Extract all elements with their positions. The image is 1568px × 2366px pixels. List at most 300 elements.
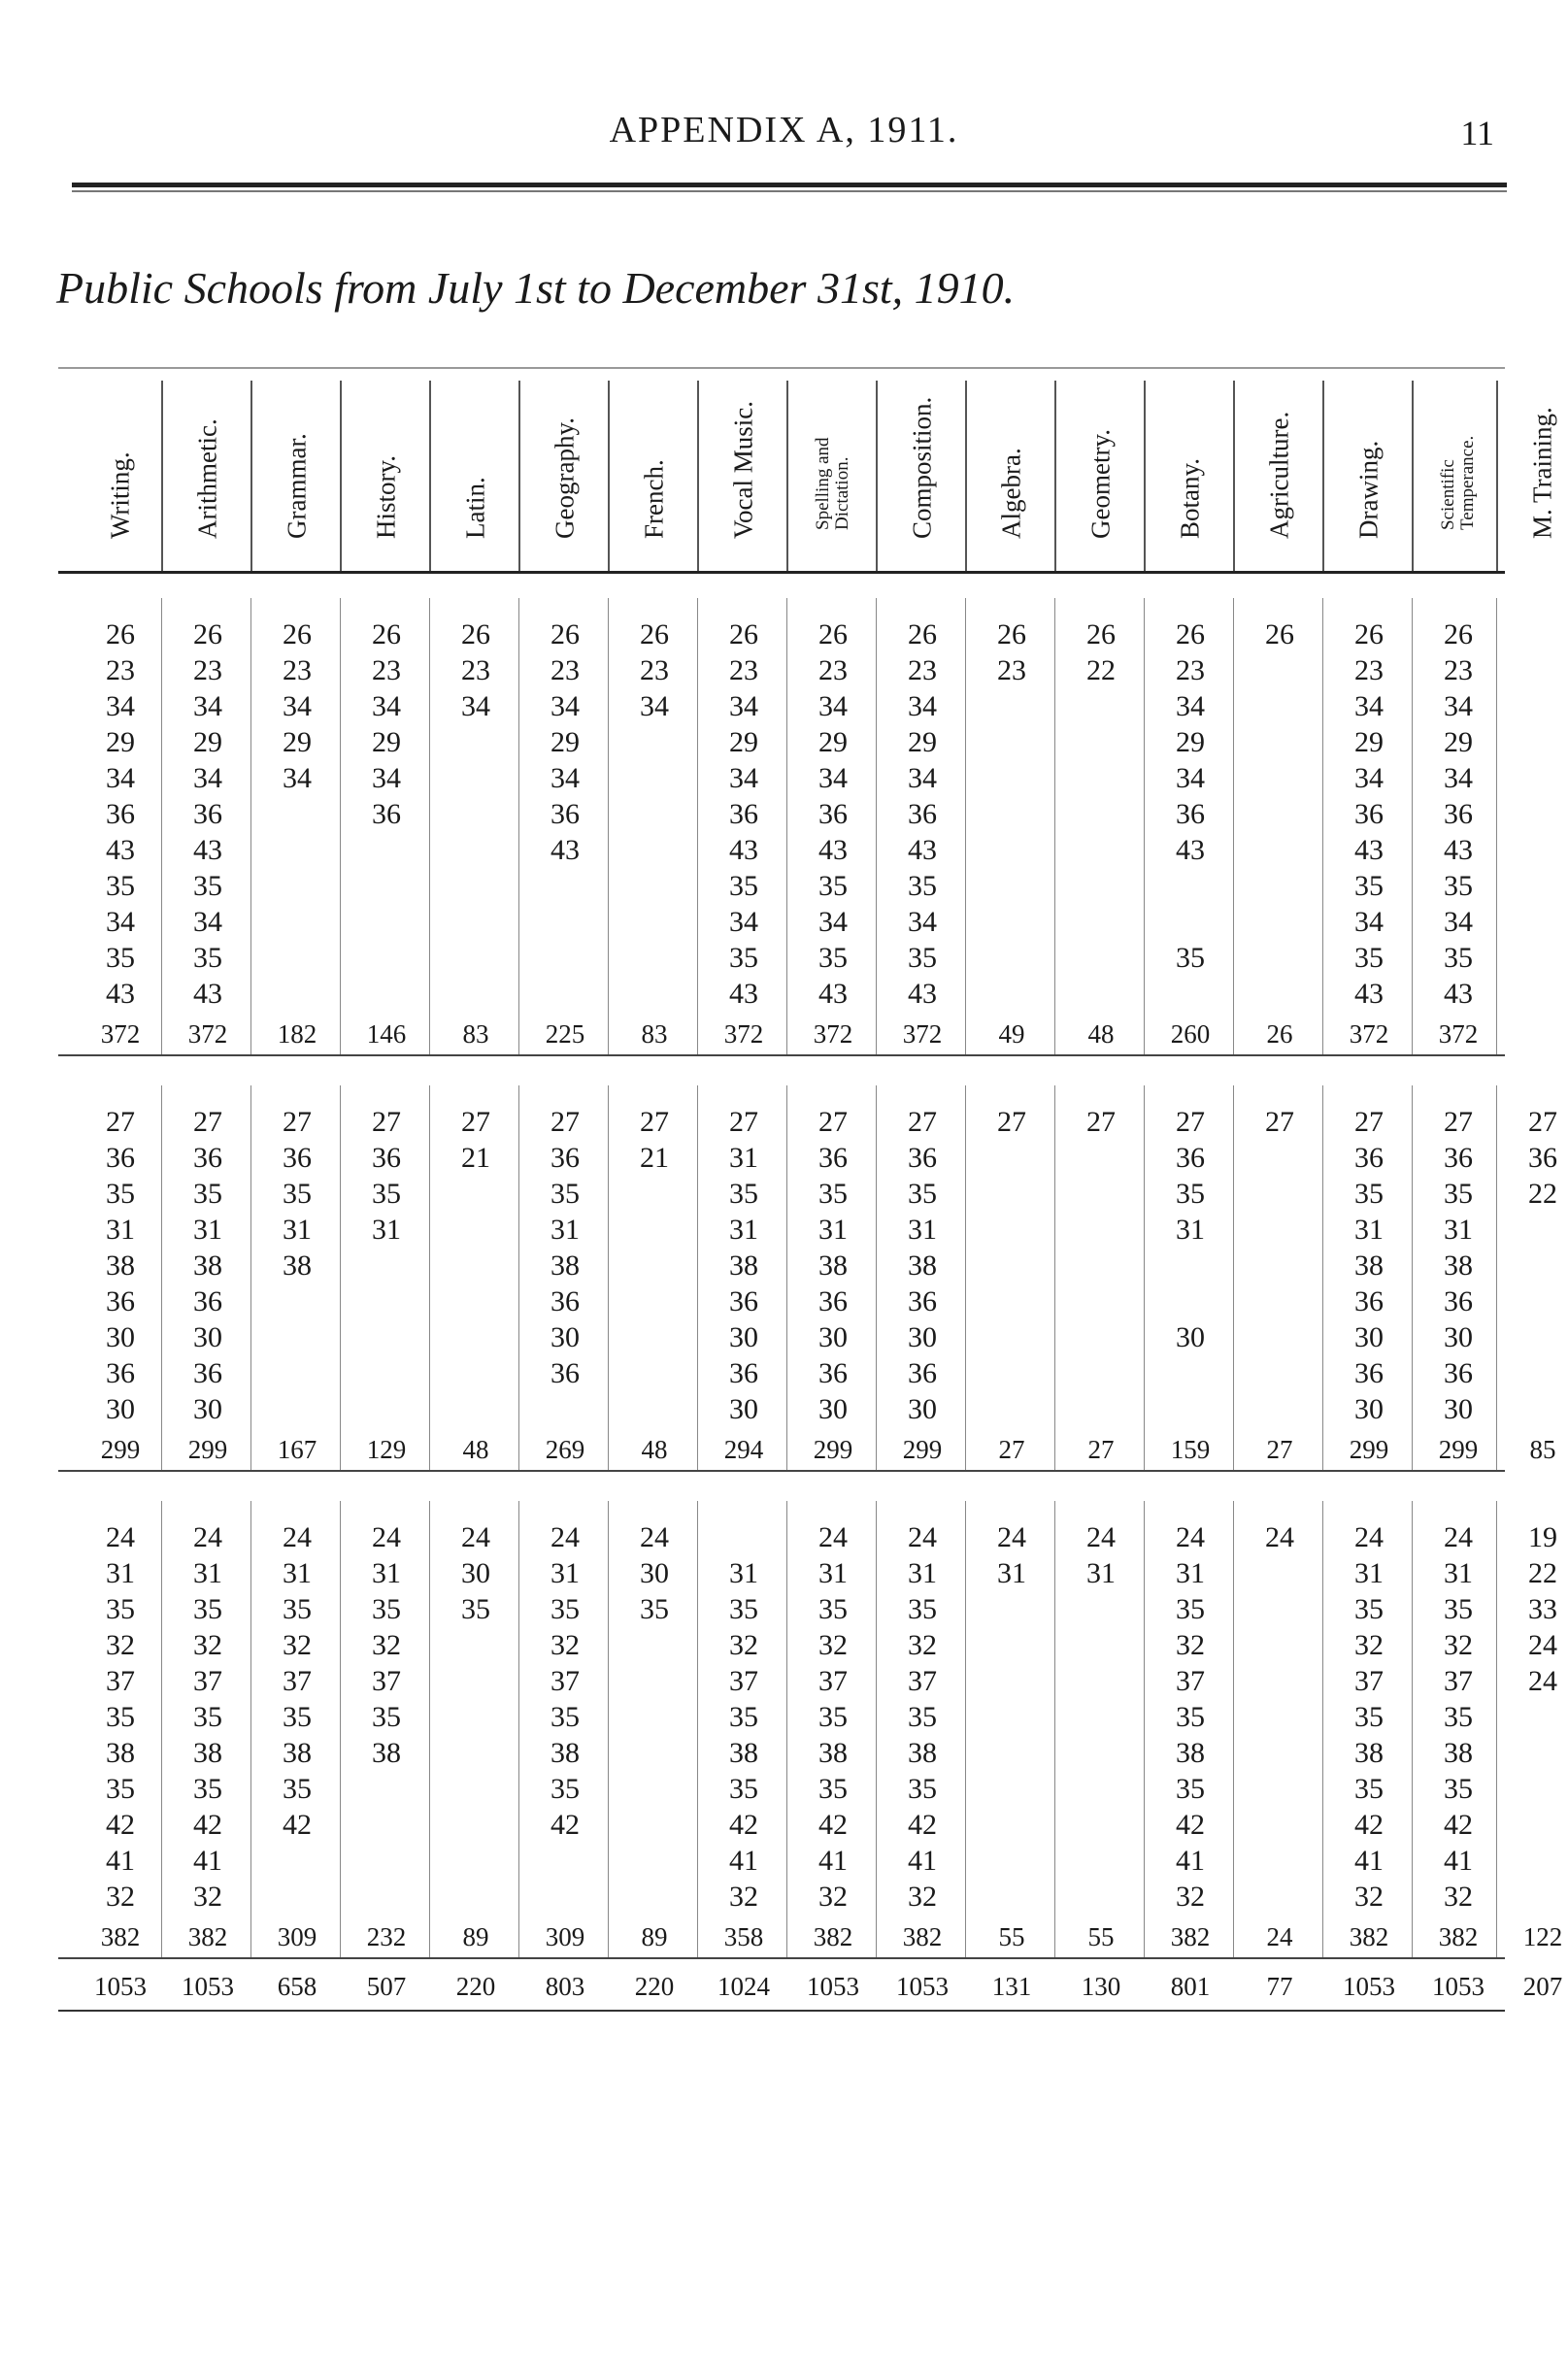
table-cell: 36 xyxy=(1176,1142,1205,1174)
table-cell: 33 xyxy=(1528,1593,1557,1625)
table-cell: 36 xyxy=(818,1357,848,1389)
group-total-cell: 372 xyxy=(100,1019,141,1049)
table-cell: 34 xyxy=(550,690,580,722)
table-cell: 38 xyxy=(372,1737,401,1769)
table-cell: 32 xyxy=(372,1629,401,1661)
table-cell: 34 xyxy=(1176,690,1205,722)
table-cell: 37 xyxy=(1176,1665,1205,1697)
table-cell: 31 xyxy=(1176,1557,1205,1589)
table-cell: 34 xyxy=(818,690,848,722)
table-cell: 35 xyxy=(283,1701,312,1733)
table-cell: 31 xyxy=(283,1557,312,1589)
table-cell: 38 xyxy=(818,1250,848,1282)
table-cell: 38 xyxy=(1354,1737,1384,1769)
table-cell: 30 xyxy=(461,1557,490,1589)
table-cell: 30 xyxy=(193,1321,222,1353)
table-cell: 32 xyxy=(908,1629,937,1661)
table-cell: 35 xyxy=(193,1773,222,1805)
table-cell: 29 xyxy=(1444,726,1473,758)
table-cell: 35 xyxy=(1176,1178,1205,1210)
table-cell: 31 xyxy=(818,1214,848,1246)
table-cell: 26 xyxy=(193,618,222,650)
table-cell: 29 xyxy=(106,726,135,758)
table-cell: 43 xyxy=(106,978,135,1010)
group-total-cell: 225 xyxy=(545,1019,585,1049)
table-cell: 24 xyxy=(1086,1521,1116,1553)
column-separator xyxy=(161,1085,162,1470)
table-cell: 35 xyxy=(1444,1593,1473,1625)
column-separator xyxy=(429,1501,430,1957)
table-cell: 23 xyxy=(640,654,669,686)
table-cell: 35 xyxy=(461,1593,490,1625)
table-cell: 22 xyxy=(1086,654,1116,686)
group-total-cell: 122 xyxy=(1522,1922,1563,1951)
table-cell: 35 xyxy=(550,1178,580,1210)
table-cell: 35 xyxy=(193,870,222,902)
table-cell: 32 xyxy=(550,1629,580,1661)
table-cell: 36 xyxy=(1354,1357,1384,1389)
grand-total-cell: 801 xyxy=(1170,1972,1211,2001)
column-separator xyxy=(786,381,788,571)
column-header xyxy=(1077,381,1125,569)
table-cell: 31 xyxy=(372,1214,401,1246)
column-header xyxy=(362,381,411,569)
group-rule xyxy=(58,1470,1505,1472)
column-separator xyxy=(1144,1501,1145,1957)
group-total-cell: 83 xyxy=(641,1019,668,1049)
column-separator xyxy=(1144,1085,1145,1470)
table-cell: 30 xyxy=(818,1393,848,1425)
table-cell: 36 xyxy=(106,1357,135,1389)
column-separator xyxy=(965,1501,966,1957)
table-cell: 27 xyxy=(550,1106,580,1138)
table-cell: 24 xyxy=(997,1521,1026,1553)
table-cell: 41 xyxy=(1176,1845,1205,1877)
table-cell: 32 xyxy=(818,1881,848,1913)
table-cell: 31 xyxy=(1444,1214,1473,1246)
group-total-cell: 309 xyxy=(545,1922,585,1951)
column-header-label: History. xyxy=(371,455,401,539)
column-separator xyxy=(876,1085,877,1470)
table-cell: 35 xyxy=(550,1701,580,1733)
column-separator xyxy=(1412,598,1413,1054)
table-cell: 41 xyxy=(1444,1845,1473,1877)
table-cell: 31 xyxy=(1354,1557,1384,1589)
table-cell: 43 xyxy=(908,834,937,866)
table-cell: 23 xyxy=(1354,654,1384,686)
column-separator xyxy=(1054,598,1055,1054)
column-separator xyxy=(518,1501,519,1957)
table-cell: 35 xyxy=(729,1593,758,1625)
table-cell: 29 xyxy=(729,726,758,758)
table-cell: 32 xyxy=(1354,1629,1384,1661)
table-cell: 29 xyxy=(1176,726,1205,758)
column-header-label: Algebra. xyxy=(996,448,1026,539)
table-cell: 34 xyxy=(283,762,312,794)
group-total-cell: 309 xyxy=(277,1922,317,1951)
table-cell: 30 xyxy=(1354,1321,1384,1353)
table-cell: 36 xyxy=(193,1285,222,1317)
table-cell: 35 xyxy=(372,1593,401,1625)
grand-total-cell: 1053 xyxy=(1343,1972,1395,2001)
table-cell: 22 xyxy=(1528,1557,1557,1589)
table-cell: 32 xyxy=(1444,1881,1473,1913)
table-cell: 41 xyxy=(729,1845,758,1877)
table-cell: 31 xyxy=(550,1214,580,1246)
table-cell: 36 xyxy=(283,1142,312,1174)
table-cell: 35 xyxy=(729,870,758,902)
table-cell: 35 xyxy=(1354,1593,1384,1625)
column-header xyxy=(987,381,1036,569)
table-cell: 30 xyxy=(1444,1321,1473,1353)
column-separator xyxy=(1233,1085,1234,1470)
table-cell: 31 xyxy=(908,1214,937,1246)
page-number: 11 xyxy=(1460,114,1494,152)
group-total-cell: 299 xyxy=(187,1435,228,1464)
column-header xyxy=(451,381,500,569)
table-cell: 23 xyxy=(1444,654,1473,686)
group-total-cell: 382 xyxy=(902,1922,943,1951)
table-cell: 38 xyxy=(729,1737,758,1769)
table-cell: 37 xyxy=(908,1665,937,1697)
table-cell: 26 xyxy=(1176,618,1205,650)
table-cell: 35 xyxy=(193,942,222,974)
group-total-cell: 372 xyxy=(187,1019,228,1049)
table-cell: 31 xyxy=(729,1214,758,1246)
table-cell: 43 xyxy=(1176,834,1205,866)
table-cell: 35 xyxy=(1444,1178,1473,1210)
header-rule xyxy=(72,183,1507,187)
table-cell: 34 xyxy=(729,762,758,794)
table-cell: 24 xyxy=(372,1521,401,1553)
table-cell: 36 xyxy=(1528,1142,1557,1174)
group-total-cell: 129 xyxy=(366,1435,407,1464)
table-cell: 27 xyxy=(461,1106,490,1138)
table-cell: 23 xyxy=(106,654,135,686)
table-cell: 34 xyxy=(106,762,135,794)
table-cell: 36 xyxy=(729,798,758,830)
table-cell: 21 xyxy=(640,1142,669,1174)
group-total-cell: 260 xyxy=(1170,1019,1211,1049)
column-header-label: Botany. xyxy=(1175,458,1205,539)
table-cell: 34 xyxy=(1176,762,1205,794)
table-cell: 34 xyxy=(106,690,135,722)
column-header-label: Scientific Temperance. xyxy=(1438,435,1478,530)
table-cell: 26 xyxy=(461,618,490,650)
table-cell: 38 xyxy=(1176,1737,1205,1769)
table-cell: 43 xyxy=(1354,834,1384,866)
running-head: APPENDIX A, 1911. xyxy=(609,110,959,150)
table-cell: 43 xyxy=(818,978,848,1010)
table-cell: 35 xyxy=(550,1593,580,1625)
table-cell: 35 xyxy=(1444,1701,1473,1733)
table-cell: 27 xyxy=(1176,1106,1205,1138)
grand-total-cell: 658 xyxy=(277,1972,317,2001)
table-cell: 29 xyxy=(193,726,222,758)
table-cell: 29 xyxy=(818,726,848,758)
grand-total-cell: 1053 xyxy=(182,1972,234,2001)
table-cell: 31 xyxy=(908,1557,937,1589)
column-header-label: Spelling and Dictation. xyxy=(813,437,852,530)
table-cell: 23 xyxy=(908,654,937,686)
grand-total-cell: 1053 xyxy=(807,1972,859,2001)
table-cell: 30 xyxy=(908,1321,937,1353)
table-cell: 30 xyxy=(550,1321,580,1353)
table-cell: 37 xyxy=(283,1665,312,1697)
table-cell: 35 xyxy=(818,942,848,974)
table-cell: 34 xyxy=(461,690,490,722)
table-cell: 26 xyxy=(1265,618,1294,650)
table-cell: 35 xyxy=(550,1773,580,1805)
table-cell: 36 xyxy=(550,1142,580,1174)
table-cell: 36 xyxy=(818,1285,848,1317)
header-bottom-rule xyxy=(58,571,1505,574)
table-cell: 43 xyxy=(908,978,937,1010)
table-cell: 38 xyxy=(908,1250,937,1282)
table-cell: 21 xyxy=(461,1142,490,1174)
column-header xyxy=(1434,381,1483,569)
table-cell: 32 xyxy=(818,1629,848,1661)
column-separator xyxy=(518,381,520,571)
table-cell: 38 xyxy=(283,1250,312,1282)
grand-total-cell: 1053 xyxy=(1432,1972,1485,2001)
table-cell: 36 xyxy=(818,1142,848,1174)
table-cell: 27 xyxy=(1086,1106,1116,1138)
table-cell: 34 xyxy=(818,906,848,938)
table-cell: 36 xyxy=(1354,1142,1384,1174)
table-cell: 27 xyxy=(997,1106,1026,1138)
table-cell: 32 xyxy=(193,1881,222,1913)
table-cell: 30 xyxy=(1354,1393,1384,1425)
table-cell: 35 xyxy=(372,1178,401,1210)
table-cell: 36 xyxy=(1444,1285,1473,1317)
group-total-cell: 372 xyxy=(813,1019,853,1049)
grand-total-rule xyxy=(58,2010,1505,2012)
column-separator xyxy=(429,381,431,571)
table-cell: 27 xyxy=(372,1106,401,1138)
table-cell: 32 xyxy=(729,1881,758,1913)
grand-total-cell: 131 xyxy=(991,1972,1032,2001)
table-cell: 31 xyxy=(997,1557,1026,1589)
grand-total-cell: 1024 xyxy=(717,1972,770,2001)
grand-total-cell: 130 xyxy=(1081,1972,1121,2001)
column-separator xyxy=(250,381,252,571)
table-cell: 31 xyxy=(818,1557,848,1589)
table-cell: 35 xyxy=(908,1178,937,1210)
group-total-cell: 27 xyxy=(998,1435,1025,1464)
table-cell: 35 xyxy=(1176,1593,1205,1625)
group-total-cell: 83 xyxy=(462,1019,489,1049)
table-cell: 34 xyxy=(640,690,669,722)
group-total-cell: 24 xyxy=(1266,1922,1293,1951)
column-header-label: Geography. xyxy=(550,417,580,539)
column-separator xyxy=(876,381,878,571)
column-header-label: M. Training. xyxy=(1527,407,1557,539)
table-cell: 37 xyxy=(372,1665,401,1697)
table-cell: 24 xyxy=(1354,1521,1384,1553)
table-cell: 35 xyxy=(372,1701,401,1733)
group-total-cell: 182 xyxy=(277,1019,317,1049)
table-cell: 32 xyxy=(106,1881,135,1913)
table-cell: 34 xyxy=(372,762,401,794)
column-separator xyxy=(1496,1501,1497,1957)
table-cell: 35 xyxy=(1176,1773,1205,1805)
column-separator xyxy=(608,598,609,1054)
table-cell: 43 xyxy=(550,834,580,866)
table-cell: 24 xyxy=(640,1521,669,1553)
table-cell: 27 xyxy=(193,1106,222,1138)
column-header-label: Agriculture. xyxy=(1264,411,1294,539)
table-cell: 26 xyxy=(1354,618,1384,650)
table-cell: 26 xyxy=(640,618,669,650)
table-cell: 35 xyxy=(1444,942,1473,974)
column-separator xyxy=(1144,598,1145,1054)
grand-total-cell: 77 xyxy=(1266,1972,1293,2001)
table-cell: 32 xyxy=(283,1629,312,1661)
table-cell: 43 xyxy=(1444,834,1473,866)
table-cell: 27 xyxy=(106,1106,135,1138)
group-total-cell: 48 xyxy=(641,1435,668,1464)
column-separator xyxy=(340,598,341,1054)
table-cell: 34 xyxy=(908,906,937,938)
group-total-cell: 372 xyxy=(1349,1019,1389,1049)
column-separator xyxy=(697,598,698,1054)
column-separator xyxy=(1496,381,1498,571)
table-cell: 31 xyxy=(372,1557,401,1589)
column-header xyxy=(898,381,947,569)
table-cell: 32 xyxy=(908,1881,937,1913)
table-cell: 26 xyxy=(908,618,937,650)
table-cell: 43 xyxy=(729,834,758,866)
group-total-cell: 299 xyxy=(1349,1435,1389,1464)
column-separator xyxy=(250,598,251,1054)
table-cell: 23 xyxy=(997,654,1026,686)
table-cell: 27 xyxy=(640,1106,669,1138)
table-cell: 31 xyxy=(1176,1214,1205,1246)
table-cell: 35 xyxy=(1354,1701,1384,1733)
table-cell: 31 xyxy=(106,1557,135,1589)
group-total-cell: 159 xyxy=(1170,1435,1211,1464)
table-cell: 34 xyxy=(1444,762,1473,794)
column-separator xyxy=(1412,381,1414,571)
group-total-cell: 85 xyxy=(1529,1435,1556,1464)
table-cell: 43 xyxy=(193,834,222,866)
column-separator xyxy=(161,598,162,1054)
group-total-cell: 382 xyxy=(1349,1922,1389,1951)
table-cell: 41 xyxy=(908,1845,937,1877)
table-cell: 38 xyxy=(283,1737,312,1769)
column-separator xyxy=(1322,381,1324,571)
table-cell: 31 xyxy=(193,1214,222,1246)
table-cell: 29 xyxy=(550,726,580,758)
table-cell: 23 xyxy=(1176,654,1205,686)
table-cell: 37 xyxy=(550,1665,580,1697)
table-cell: 36 xyxy=(106,1285,135,1317)
table-cell: 23 xyxy=(193,654,222,686)
table-cell: 26 xyxy=(997,618,1026,650)
table-cell: 27 xyxy=(1265,1106,1294,1138)
table-cell: 24 xyxy=(908,1521,937,1553)
column-separator xyxy=(518,1085,519,1470)
column-header xyxy=(1166,381,1215,569)
table-cell: 27 xyxy=(1528,1106,1557,1138)
column-header xyxy=(541,381,589,569)
table-cell: 31 xyxy=(1444,1557,1473,1589)
table-cell: 35 xyxy=(818,1773,848,1805)
group-total-cell: 358 xyxy=(723,1922,764,1951)
table-cell: 27 xyxy=(283,1106,312,1138)
table-cell: 23 xyxy=(283,654,312,686)
table-cell: 31 xyxy=(729,1557,758,1589)
table-cell: 43 xyxy=(193,978,222,1010)
table-cell: 36 xyxy=(908,798,937,830)
table-cell: 35 xyxy=(1176,1701,1205,1733)
table-cell: 36 xyxy=(908,1142,937,1174)
table-cell: 43 xyxy=(1444,978,1473,1010)
table-cell: 19 xyxy=(1528,1521,1557,1553)
column-separator xyxy=(1496,598,1497,1054)
table-cell: 42 xyxy=(193,1809,222,1841)
table-cell: 37 xyxy=(106,1665,135,1697)
table-cell: 35 xyxy=(1444,870,1473,902)
column-separator xyxy=(1144,381,1146,571)
column-separator xyxy=(697,1501,698,1957)
grand-total-cell: 207 xyxy=(1522,1972,1563,2001)
table-cell: 41 xyxy=(1354,1845,1384,1877)
column-header-label: Latin. xyxy=(460,477,490,539)
column-separator xyxy=(340,1501,341,1957)
table-cell: 35 xyxy=(193,1178,222,1210)
column-separator xyxy=(697,381,699,571)
column-header-label: Writing. xyxy=(105,451,135,539)
column-separator xyxy=(876,598,877,1054)
group-total-cell: 299 xyxy=(1438,1435,1479,1464)
table-cell: 23 xyxy=(818,654,848,686)
table-cell: 31 xyxy=(1086,1557,1116,1589)
group-total-cell: 382 xyxy=(1170,1922,1211,1951)
table-cell: 27 xyxy=(908,1106,937,1138)
table-cell: 29 xyxy=(908,726,937,758)
column-header-label: Vocal Music. xyxy=(728,401,758,539)
column-separator xyxy=(340,381,342,571)
table-cell: 43 xyxy=(729,978,758,1010)
table-cell: 38 xyxy=(193,1250,222,1282)
column-separator xyxy=(1496,1085,1497,1470)
table-cell: 31 xyxy=(193,1557,222,1589)
grand-total-cell: 1053 xyxy=(896,1972,949,2001)
table-cell: 35 xyxy=(283,1593,312,1625)
column-separator xyxy=(608,1501,609,1957)
table-cell: 36 xyxy=(106,1142,135,1174)
column-header xyxy=(809,381,857,569)
table-cell: 30 xyxy=(729,1393,758,1425)
table-cell: 34 xyxy=(1444,906,1473,938)
group-total-cell: 48 xyxy=(1087,1019,1115,1049)
table-cell: 35 xyxy=(818,1593,848,1625)
table-cell: 35 xyxy=(106,1701,135,1733)
table-cell: 37 xyxy=(193,1665,222,1697)
table-cell: 38 xyxy=(106,1250,135,1282)
column-separator xyxy=(250,1501,251,1957)
table-cell: 34 xyxy=(106,906,135,938)
table-cell: 24 xyxy=(1176,1521,1205,1553)
table-cell: 31 xyxy=(106,1214,135,1246)
table-cell: 27 xyxy=(1354,1106,1384,1138)
table-cell: 36 xyxy=(1354,1285,1384,1317)
table-cell: 26 xyxy=(1086,618,1116,650)
column-header-label: Arithmetic. xyxy=(192,418,222,539)
group-total-cell: 55 xyxy=(1087,1922,1115,1951)
